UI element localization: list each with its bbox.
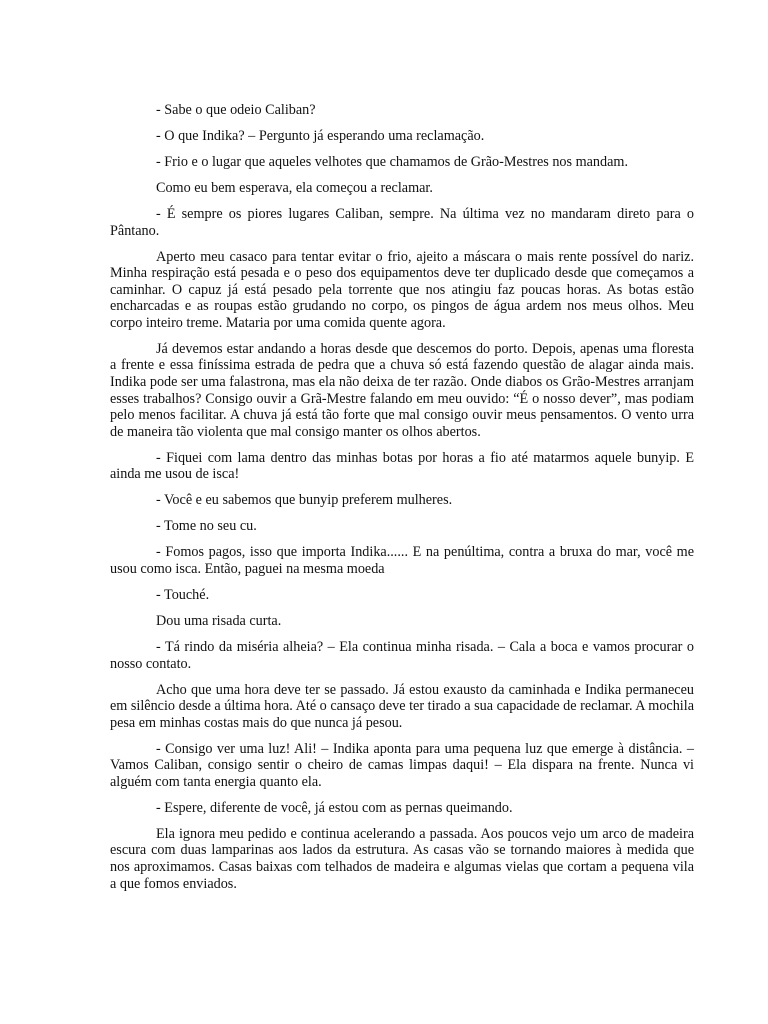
paragraph: - É sempre os piores lugares Caliban, sempre. Na última vez no mandaram direto para o Pântano. bbox=[110, 205, 694, 239]
paragraph: - Frio e o lugar que aqueles velhotes que chamamos de Grão-Mestres nos mandam. bbox=[156, 153, 628, 170]
paragraph: Acho que uma hora deve ter se passado. Já estou exausto da caminhada e Indika permaneceu em silêncio desde a última hora. Até o cansaço deve ter tirado a sua capacidade de reclamar. A mochila pesa em minhas costas mais do que nunca já pesou. bbox=[110, 681, 694, 731]
paragraph: - Você e eu sabemos que bunyip preferem mulheres. bbox=[156, 492, 453, 509]
paragraph: Ela ignora meu pedido e continua acelerando a passada. Aos poucos vejo um arco de madeira escura com duas lamparinas aos lados da estrutura. As casas vão se tornando maiores à medida que nos aproximamos. Casas baixas com telhados de madeira e algumas vielas que cortam a pequena vila a que fomos enviados. bbox=[110, 825, 694, 892]
paragraph: - Fomos pagos, isso que importa Indika...... E na penúltima, contra a bruxa do mar, você me usou como isca. Então, paguei na mesma moeda bbox=[110, 544, 694, 577]
paragraph: - Sabe o que odeio Caliban? bbox=[156, 102, 316, 118]
paragraph: - O que Indika? – Pergunto já esperando uma reclamação. bbox=[156, 127, 485, 144]
paragraph: - Consigo ver uma luz! Ali! – Indika aponta para uma pequena luz que emerge à distância. – Vamos Caliban, consigo sentir o cheiro de camas limpas daqui! – Ela dispara na frente. Nunca vi alguém com tanta energia quanto ela. bbox=[110, 740, 694, 790]
paragraph: Já devemos estar andando a horas desde que descemos do porto. Depois, apenas uma floresta a frente e essa finíssima estrada de pedra que a chuva só está fazendo questão de alagar ainda mais. Indika pode ser uma falastrona, mas ela não deixa de ter razão. Onde diabos os Grão-Mestres arranjam esses trabalhos? Consigo ouvir a Grã-Mestre falando em meu ouvido: “É o nosso dever”, mas podiam pelo menos facilitar. A chuva já está tão forte que mal consigo ouvir meus pensamentos. O vento urra de maneira tão violenta que mal consigo manter os olhos abertos. bbox=[110, 340, 694, 440]
paragraph: - Fiquei com lama dentro das minhas botas por horas a fio até matarmos aquele bunyip. E ainda me usou de isca! bbox=[110, 449, 694, 483]
document-page bbox=[110, 102, 694, 902]
paragraph: - Tome no seu cu. bbox=[156, 518, 257, 535]
paragraph: - Touché. bbox=[156, 586, 210, 603]
paragraph: - Espere, diferente de você, já estou com as pernas queimando. bbox=[156, 799, 513, 816]
paragraph: Dou uma risada curta. bbox=[156, 612, 282, 629]
paragraph: Como eu bem esperava, ela começou a reclamar. bbox=[156, 179, 433, 196]
paragraph: - Tá rindo da miséria alheia? – Ela continua minha risada. – Cala a boca e vamos procurar o nosso contato. bbox=[110, 638, 694, 672]
paragraph: Aperto meu casaco para tentar evitar o frio, ajeito a máscara o mais rente possível do nariz. Minha respiração está pesada e o peso dos equipamentos deve ter duplicado desde que começamos a caminhar. O capuz já está pesado pela torrente que nos atingiu faz poucas horas. As botas estão encharcadas e as roupas estão grudando no corpo, os pingos de água ardem nos meus olhos. Meu corpo inteiro treme. Mataria por uma comida quente agora. bbox=[110, 248, 694, 331]
